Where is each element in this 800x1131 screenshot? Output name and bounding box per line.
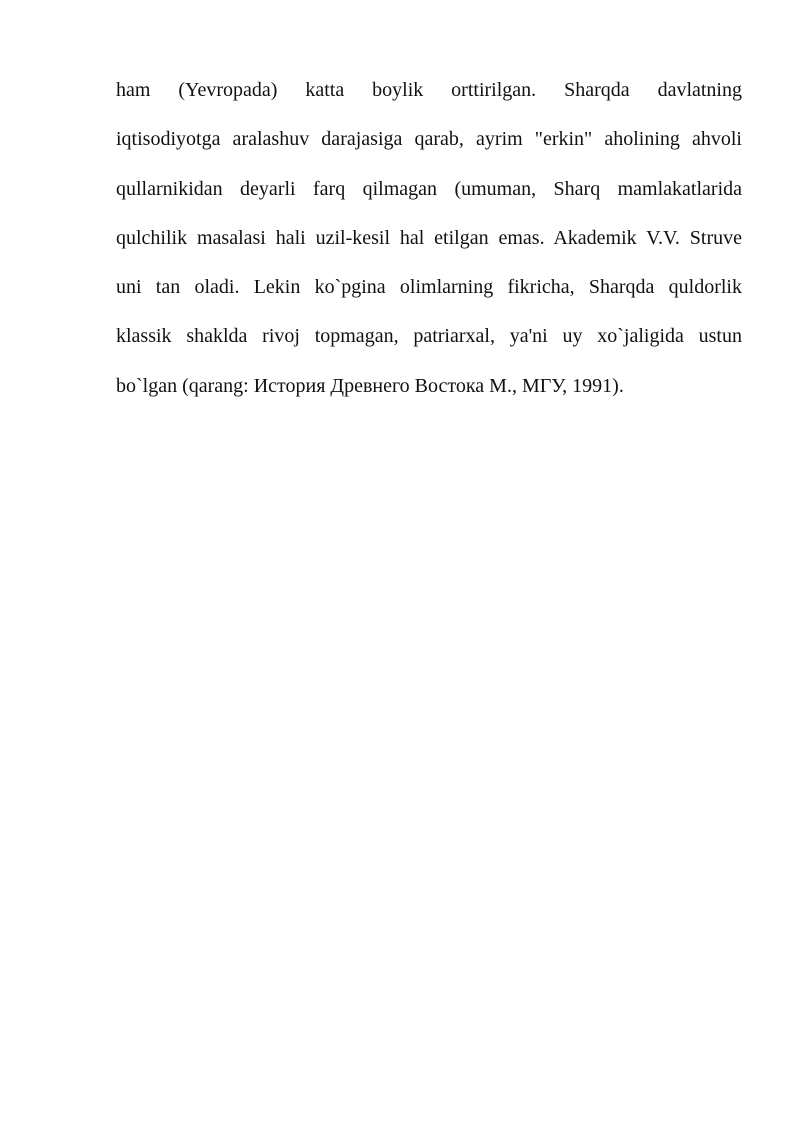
paragraph-line: klassik shaklda rivoj topmagan, patriarxal, ya'ni uy xo`jaligida ustun <box>116 325 742 348</box>
paragraph-line: uni tan oladi. Lekin ko`pgina olimlarning fikricha, Sharqda quldorlik <box>116 276 742 299</box>
paragraph-line: iqtisodiyotga aralashuv darajasiga qarab, ayrim "erkin" aholining ahvoli <box>116 128 742 151</box>
paragraph-line: ham (Yevropada) katta boylik orttirilgan. Sharqda davlatning <box>116 79 742 101</box>
paragraph-line-last: bo`lgan (qarang: История Древнего Востока М., МГУ, 1991). <box>116 374 624 397</box>
body-paragraph <box>116 72 742 417</box>
paragraph-line: qulchilik masalasi hali uzil-kesil hal etilgan emas. Akademik V.V. Struve <box>116 226 742 249</box>
paragraph-line: qullarnikidan deyarli farq qilmagan (umuman, Sharq mamlakatlarida <box>116 177 742 200</box>
